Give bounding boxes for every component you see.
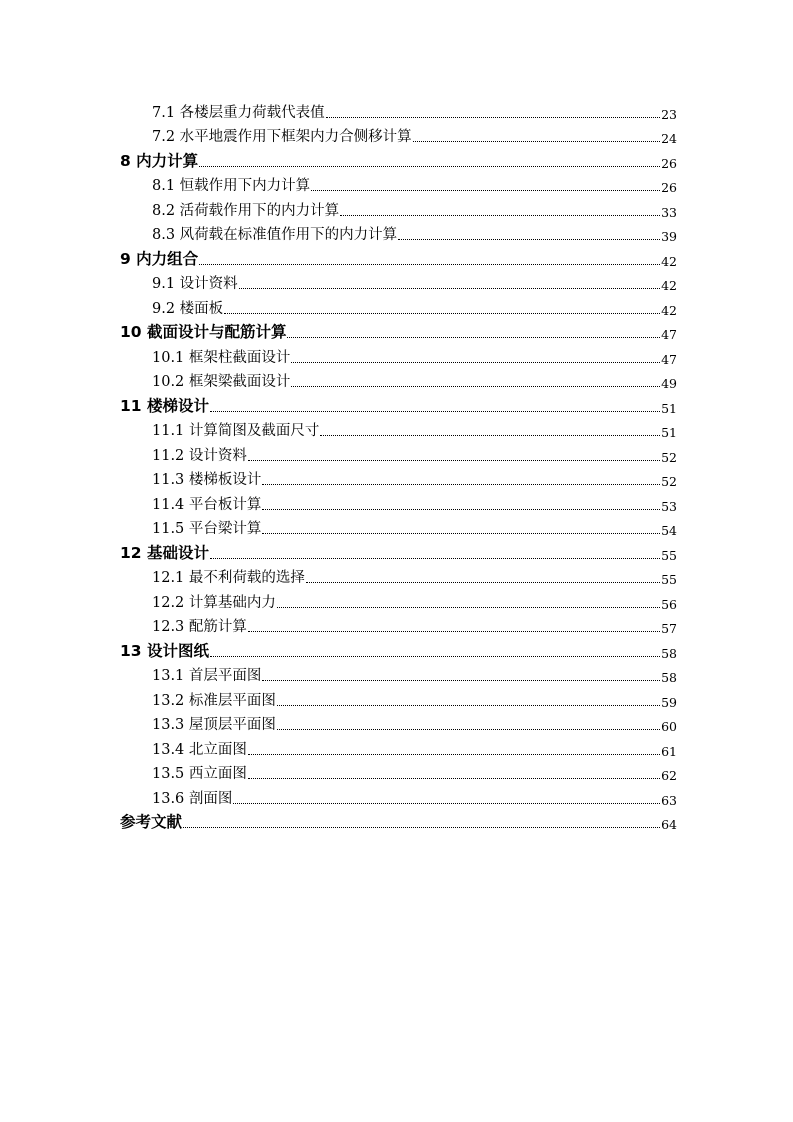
toc-section-entry[interactable]	[120, 416, 677, 441]
toc-entry-page-number: 24	[661, 131, 677, 146]
toc-section-entry[interactable]	[120, 342, 677, 367]
toc-leader-dots	[413, 141, 660, 142]
toc-leader-dots	[248, 778, 660, 779]
toc-entry-page-number: 49	[661, 376, 677, 391]
toc-leader-dots	[262, 680, 660, 681]
toc-entry-page-number: 58	[661, 645, 677, 661]
toc-section-entry[interactable]	[120, 489, 677, 514]
toc-entry-page-number: 59	[661, 694, 677, 710]
toc-entry-page-number: 52	[661, 449, 677, 465]
toc-leader-dots	[248, 754, 660, 755]
toc-leader-dots	[239, 288, 660, 289]
toc-entry-page-number: 42	[661, 253, 677, 269]
toc-leader-dots	[291, 386, 660, 387]
toc-entry-page-number: 60	[661, 719, 677, 734]
toc-leader-dots	[248, 631, 660, 632]
toc-leader-dots	[398, 239, 660, 240]
toc-section-entry[interactable]	[120, 367, 677, 392]
toc-entry-page-number: 58	[661, 670, 677, 685]
toc-section-entry[interactable]	[120, 465, 677, 490]
toc-leader-dots	[340, 215, 660, 216]
toc-leader-dots	[326, 117, 660, 118]
toc-entry-page-number: 47	[661, 327, 677, 342]
toc-chapter-entry[interactable]	[120, 244, 677, 269]
toc-leader-dots	[291, 362, 660, 363]
toc-section-entry[interactable]	[120, 563, 677, 588]
toc-entry-title: 13.6 剖面图	[152, 790, 233, 807]
toc-leader-dots	[311, 190, 660, 191]
toc-section-entry[interactable]	[120, 514, 677, 539]
toc-entry-title: 11.1 计算简图及截面尺寸	[152, 423, 320, 439]
toc-entry-title: 10 截面设计与配筋计算	[120, 323, 287, 341]
toc-entry-page-number: 55	[661, 572, 677, 587]
toc-entry-page-number: 52	[661, 474, 677, 489]
toc-entry-title: 13.5 西立面图	[152, 766, 247, 782]
toc-entry-page-number: 39	[661, 229, 677, 244]
toc-entry-title: 12.1 最不利荷载的选择	[152, 570, 305, 586]
toc-entry-title: 7.1 各楼层重力荷载代表值	[152, 104, 325, 121]
toc-section-entry[interactable]	[120, 440, 677, 465]
toc-section-entry[interactable]	[120, 612, 677, 637]
toc-section-entry[interactable]	[120, 220, 677, 245]
toc-entry-page-number: 26	[661, 180, 677, 195]
toc-section-entry[interactable]	[120, 783, 677, 808]
toc-entry-title: 7.2 水平地震作用下框架内力合侧移计算	[152, 129, 412, 145]
toc-entry-title: 11.2 设计资料	[152, 447, 247, 464]
toc-chapter-entry[interactable]	[120, 391, 677, 416]
toc-entry-title: 11.5 平台梁计算	[152, 521, 262, 537]
toc-entry-title: 10.1 框架柱截面设计	[152, 349, 291, 366]
toc-entry-page-number: 23	[661, 106, 677, 122]
toc-entry-page-number: 55	[661, 547, 677, 563]
toc-leader-dots	[306, 582, 660, 583]
toc-section-entry[interactable]	[120, 171, 677, 196]
toc-entry-page-number: 42	[661, 278, 677, 293]
toc-entry-page-number: 51	[661, 400, 677, 416]
toc-entry-title: 8.3 风荷载在标准值作用下的内力计算	[152, 227, 398, 243]
toc-entry-title: 12.3 配筋计算	[152, 619, 247, 635]
toc-entry-title: 11 楼梯设计	[120, 396, 209, 415]
toc-leader-dots	[210, 411, 660, 412]
toc-leader-dots	[248, 460, 660, 461]
toc-entry-title: 13 设计图纸	[120, 641, 209, 660]
toc-entry-page-number: 47	[661, 351, 677, 367]
toc-entry-title: 参考文献	[120, 813, 183, 831]
toc-leader-dots	[199, 166, 660, 167]
toc-entry-title: 11.3 楼梯板设计	[152, 472, 262, 488]
toc-section-entry[interactable]	[120, 587, 677, 612]
toc-entry-page-number: 53	[661, 498, 677, 514]
toc-leader-dots	[277, 705, 660, 706]
toc-entry-title: 13.2 标准层平面图	[152, 692, 276, 709]
toc-section-entry[interactable]	[120, 269, 677, 294]
toc-leader-dots	[262, 509, 660, 510]
toc-section-entry[interactable]	[120, 97, 677, 122]
toc-entry-page-number: 51	[661, 425, 677, 440]
toc-leader-dots	[183, 827, 660, 828]
toc-entry-title: 9.1 设计资料	[152, 276, 238, 292]
toc-entry-page-number: 61	[661, 743, 677, 759]
toc-entry-page-number: 57	[661, 621, 677, 636]
toc-section-entry[interactable]	[120, 293, 677, 318]
toc-entry-title: 12.2 计算基础内力	[152, 594, 276, 611]
toc-leader-dots	[320, 435, 660, 436]
toc-entry-title: 8.1 恒载作用下内力计算	[152, 178, 311, 194]
toc-leader-dots	[224, 313, 660, 314]
toc-leader-dots	[277, 729, 660, 730]
toc-section-entry[interactable]	[120, 122, 677, 147]
toc-entry-page-number: 62	[661, 768, 677, 783]
toc-section-entry[interactable]	[120, 759, 677, 784]
toc-leader-dots	[233, 803, 660, 804]
toc-entry-page-number: 64	[661, 817, 677, 832]
toc-entry-page-number: 63	[661, 792, 677, 808]
table-of-contents	[120, 97, 677, 832]
toc-leader-dots	[210, 558, 660, 559]
toc-entry-page-number: 26	[661, 155, 677, 171]
toc-entry-title: 13.1 首层平面图	[152, 668, 262, 684]
toc-entry-page-number: 54	[661, 523, 677, 538]
toc-entry-page-number: 42	[661, 302, 677, 318]
toc-section-entry[interactable]	[120, 195, 677, 220]
toc-entry-title: 8.2 活荷载作用下的内力计算	[152, 202, 340, 219]
toc-leader-dots	[262, 484, 660, 485]
toc-chapter-entry[interactable]	[120, 318, 677, 343]
toc-leader-dots	[287, 337, 660, 338]
toc-chapter-entry[interactable]	[120, 808, 677, 833]
toc-entry-title: 12 基础设计	[120, 543, 209, 562]
toc-leader-dots	[210, 656, 660, 657]
toc-section-entry[interactable]	[120, 685, 677, 710]
toc-entry-title: 13.3 屋顶层平面图	[152, 717, 276, 733]
toc-chapter-entry[interactable]	[120, 636, 677, 661]
toc-entry-title: 11.4 平台板计算	[152, 496, 262, 513]
toc-section-entry[interactable]	[120, 710, 677, 735]
toc-leader-dots	[199, 264, 660, 265]
toc-entry-title: 9 内力组合	[120, 249, 199, 268]
toc-entry-title: 13.4 北立面图	[152, 741, 247, 758]
toc-entry-title: 10.2 框架梁截面设计	[152, 374, 291, 390]
toc-leader-dots	[277, 607, 660, 608]
toc-section-entry[interactable]	[120, 734, 677, 759]
toc-chapter-entry[interactable]	[120, 538, 677, 563]
toc-chapter-entry[interactable]	[120, 146, 677, 171]
toc-entry-page-number: 33	[661, 204, 677, 220]
toc-entry-title: 8 内力计算	[120, 151, 199, 170]
toc-entry-page-number: 56	[661, 596, 677, 612]
toc-section-entry[interactable]	[120, 661, 677, 686]
toc-entry-title: 9.2 楼面板	[152, 300, 224, 317]
toc-leader-dots	[262, 533, 660, 534]
